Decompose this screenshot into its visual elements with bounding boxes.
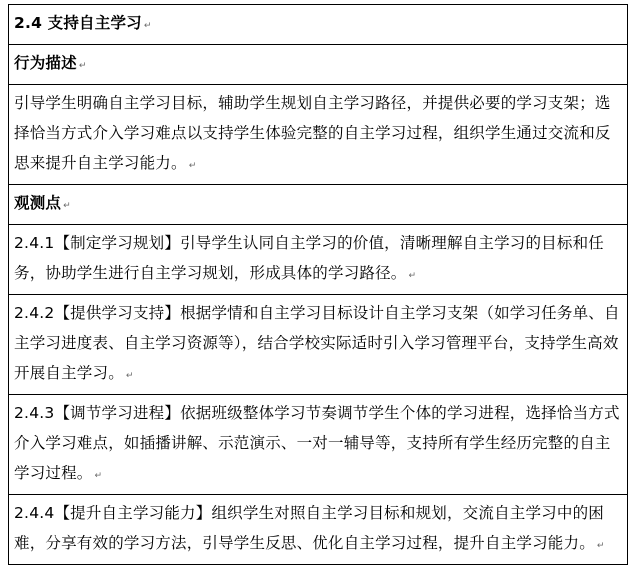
item-text: 根据学情和自主学习目标设计自主学习支架（如学习任务单、自主学习进度表、自主学习资源等），结合学校实际适时引入学习管理平台，支持学生高效开展自主学习。 <box>14 304 620 382</box>
paragraph-mark-icon: ↵ <box>188 161 197 171</box>
title-row <box>9 5 628 45</box>
item-label: 【制定学习规划】 <box>54 234 181 252</box>
item-text: 组织学生对照自主学习目标和规划，交流自主学习中的困难，分享有效的学习方法，引导学生反思、优化自主学习过程，提升自主学习能力。 <box>14 504 604 552</box>
behavior-heading-cell <box>9 45 628 85</box>
observation-item-cell <box>9 395 628 495</box>
observation-item-row <box>9 495 628 565</box>
item-label: 【调节学习进程】 <box>54 404 181 422</box>
observation-item-cell <box>9 495 628 565</box>
behavior-text-cell <box>9 85 628 185</box>
item-code: 2.4.3 <box>14 404 55 422</box>
section-title: 2.4 支持自主学习 <box>14 14 142 32</box>
observation-heading-cell <box>9 185 628 225</box>
paragraph-mark-icon: ↵ <box>125 371 134 381</box>
observation-heading-row <box>9 185 628 225</box>
paragraph-mark-icon: ↵ <box>78 61 87 71</box>
document-page <box>8 4 628 565</box>
section-title-cell <box>9 5 628 45</box>
item-code: 2.4.1 <box>14 234 55 252</box>
standard-table <box>8 4 628 565</box>
observation-item-cell <box>9 225 628 295</box>
paragraph-mark-icon: ↵ <box>408 271 417 281</box>
item-text: 依据班级整体学习节奏调节学生个体的学习进程，选择恰当方式介入学习难点，如插播讲解、示范演示、一对一辅导等，支持所有学生经历完整的自主学习过程。 <box>14 404 620 482</box>
observation-item-row <box>9 295 628 395</box>
paragraph-mark-icon: ↵ <box>94 471 103 481</box>
item-code: 2.4.4 <box>14 504 55 522</box>
observation-item-row <box>9 225 628 295</box>
item-label: 【提升自主学习能力】 <box>54 504 212 522</box>
paragraph-mark-icon: ↵ <box>143 21 152 31</box>
item-code: 2.4.2 <box>14 304 55 322</box>
observation-item-row <box>9 395 628 495</box>
behavior-description: 引导学生明确自主学习目标，辅助学生规划自主学习路径，并提供必要的学习支架；选择恰当方式介入学习难点以支持学生体验完整的自主学习过程，组织学生通过交流和反思来提升自主学习能力。 <box>14 94 611 172</box>
observation-item-cell <box>9 295 628 395</box>
paragraph-mark-icon: ↵ <box>63 201 71 211</box>
observation-heading: 观测点 <box>14 194 62 212</box>
item-text: 引导学生认同自主学习的价值，清晰理解自主学习的目标和任务，协助学生进行自主学习规划，形成具体的学习路径。 <box>14 234 604 282</box>
item-label: 【提供学习支持】 <box>54 304 181 322</box>
behavior-text-row <box>9 85 628 185</box>
paragraph-mark-icon: ↵ <box>596 541 605 551</box>
behavior-heading-row <box>9 45 628 85</box>
behavior-heading: 行为描述 <box>14 54 77 72</box>
